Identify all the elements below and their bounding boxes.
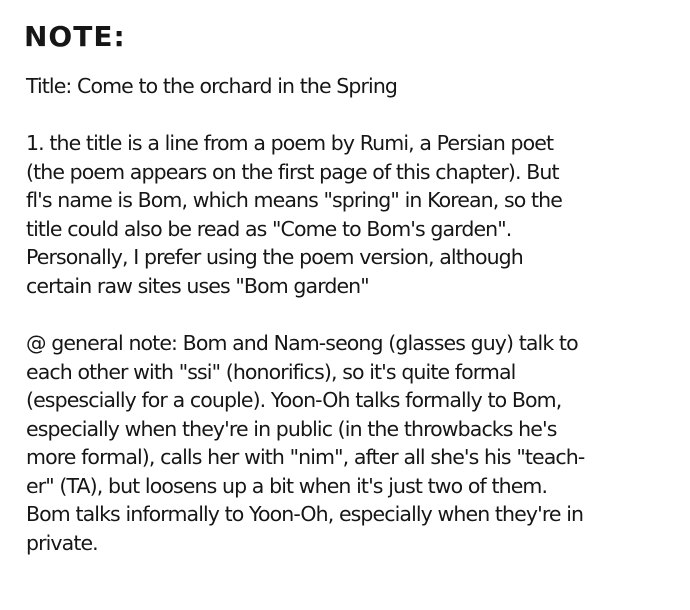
text-line: more formal), calls her with "nim", after all she's his "teach- xyxy=(26,445,585,469)
text-line: (espescially for a couple). Yoon-Oh talks formally to Bom, xyxy=(26,388,562,412)
note-paragraph-title-explanation xyxy=(26,129,562,300)
text-line: each other with "ssi" (honorifics), so it's quite formal xyxy=(26,359,516,384)
text-line: title could also be read as "Come to Bom's garden". xyxy=(26,216,512,241)
chapter-title-line: Title: Come to the orchard in the Spring xyxy=(26,74,398,98)
text-line: Bom talks informally to Yoon-Oh, especially when they're in xyxy=(26,502,584,526)
note-heading: NOTE: xyxy=(24,20,126,53)
text-line: fl's name is Bom, which means "spring" in Korean, so the xyxy=(26,188,562,212)
text-line: er" (TA), but loosens up a bit when it's just two of them. xyxy=(26,473,548,498)
note-paragraph-general-note xyxy=(26,329,584,557)
text-line: private. xyxy=(26,530,98,555)
text-line: certain raw sites uses "Bom garden" xyxy=(26,273,369,298)
text-line: Personally, I prefer using the poem version, although xyxy=(26,245,523,269)
text-line: @ general note: Bom and Nam-seong (glasses guy) talk to xyxy=(26,331,578,355)
text-line: 1. the title is a line from a poem by Rumi, a Persian poet xyxy=(26,131,554,155)
text-line: especially when they're in public (in the throwbacks he's xyxy=(26,416,557,441)
text-line: (the poem appears on the first page of this chapter). But xyxy=(26,159,559,184)
